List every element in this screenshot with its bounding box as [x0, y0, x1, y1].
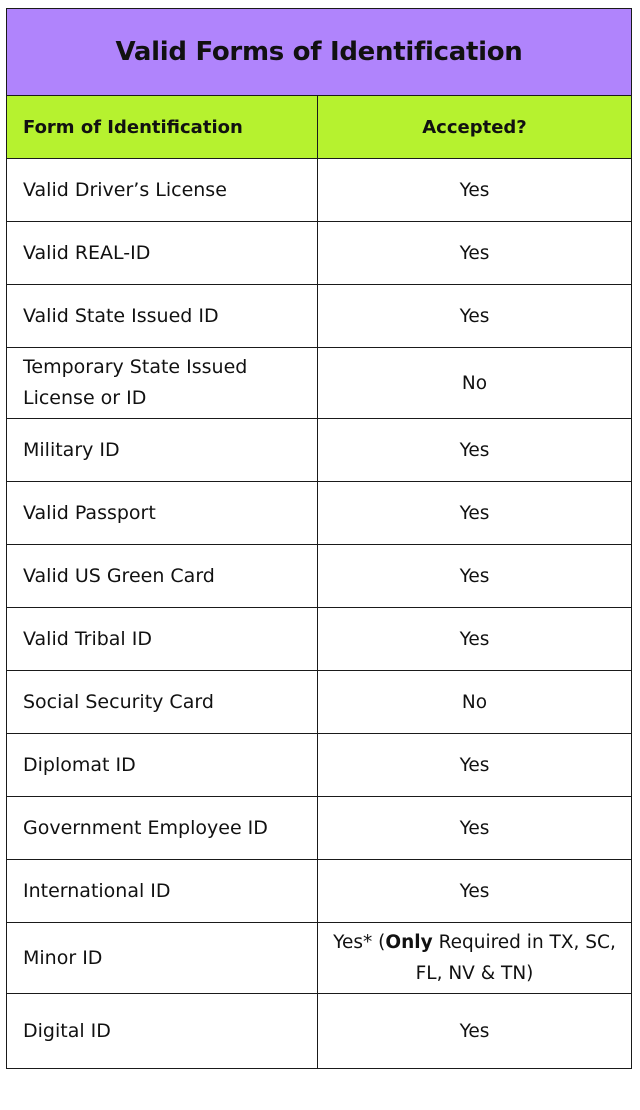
accepted-cell: No	[318, 348, 632, 419]
accepted-cell: Yes	[318, 222, 632, 285]
form-cell: Valid Driver’s License	[7, 159, 318, 222]
table-row	[7, 860, 632, 923]
header-accepted: Accepted?	[318, 96, 632, 159]
table-row	[7, 608, 632, 671]
accepted-cell: Yes	[318, 159, 632, 222]
accepted-cell: Yes	[318, 797, 632, 860]
table-row	[7, 159, 632, 222]
accepted-cell: Yes	[318, 545, 632, 608]
table-title-row	[7, 9, 632, 96]
table-row	[7, 734, 632, 797]
form-cell: Minor ID	[7, 923, 318, 994]
accepted-cell: Yes	[318, 482, 632, 545]
form-cell: Valid Passport	[7, 482, 318, 545]
table-row	[7, 285, 632, 348]
table-row	[7, 923, 632, 994]
table-header-row	[7, 96, 632, 159]
table-row	[7, 545, 632, 608]
table-title: Valid Forms of Identification	[7, 9, 632, 96]
form-cell: Temporary State Issued License or ID	[7, 348, 318, 419]
accepted-cell: Yes	[318, 285, 632, 348]
accepted-note-rest: Required in TX, SC, FL, NV & TN)	[415, 932, 616, 984]
accepted-cell: No	[318, 671, 632, 734]
form-cell: Valid US Green Card	[7, 545, 318, 608]
form-cell: Military ID	[7, 419, 318, 482]
table-row	[7, 482, 632, 545]
table-row	[7, 994, 632, 1069]
form-cell: Digital ID	[7, 994, 318, 1069]
accepted-cell	[318, 923, 632, 994]
accepted-cell: Yes	[318, 994, 632, 1069]
accepted-cell: Yes	[318, 419, 632, 482]
form-cell: Social Security Card	[7, 671, 318, 734]
form-cell: Diplomat ID	[7, 734, 318, 797]
form-cell: Valid State Issued ID	[7, 285, 318, 348]
table-row	[7, 797, 632, 860]
form-cell: Valid Tribal ID	[7, 608, 318, 671]
table-row	[7, 419, 632, 482]
identification-table-container	[6, 8, 631, 1069]
table-row	[7, 348, 632, 419]
table-row	[7, 671, 632, 734]
table-row	[7, 222, 632, 285]
form-cell: Valid REAL-ID	[7, 222, 318, 285]
accepted-cell: Yes	[318, 734, 632, 797]
accepted-cell: Yes	[318, 860, 632, 923]
accepted-note-emphasis: Only	[385, 932, 433, 953]
accepted-note-prefix: Yes* (	[333, 932, 386, 953]
header-form-of-identification: Form of Identification	[7, 96, 318, 159]
form-cell: Government Employee ID	[7, 797, 318, 860]
form-cell: International ID	[7, 860, 318, 923]
identification-table	[6, 8, 632, 1069]
accepted-cell: Yes	[318, 608, 632, 671]
